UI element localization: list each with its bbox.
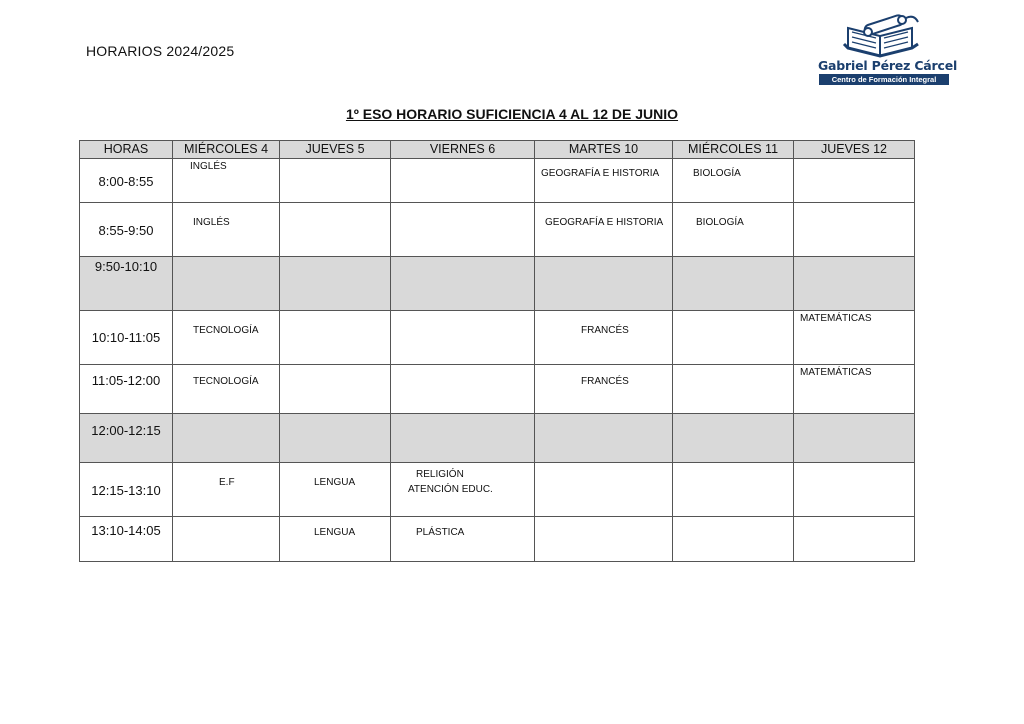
subject-label: LENGUA [314,527,356,538]
table-cell [391,257,535,311]
hour-label: 8:00-8:55 [98,174,154,189]
table-cell [391,311,535,365]
table-cell [673,414,794,463]
column-header-jueves-5: JUEVES 5 [280,141,391,159]
table-row [80,365,915,414]
table-cell [173,257,280,311]
hour-label: 12:15-13:10 [91,483,161,498]
table-cell [673,463,794,517]
table-row [80,257,915,311]
hour-cell [80,414,173,463]
subject-label: BIOLOGÍA [696,217,744,228]
table-cell [535,517,673,562]
table-cell [535,311,673,365]
table-cell [535,203,673,257]
table-cell [794,311,915,365]
table-cell [280,414,391,463]
table-cell [391,463,535,517]
table-cell [794,414,915,463]
table-row [80,203,915,257]
schedule-title: 1º ESO HORARIO SUFICIENCIA 4 AL 12 DE JUNIO [345,106,679,122]
hour-cell [80,257,173,311]
table-cell [173,203,280,257]
hour-cell [80,159,173,203]
subject-label: MATEMÁTICAS [800,313,872,324]
column-header-miercoles-11: MIÉRCOLES 11 [673,141,794,159]
hour-label: 10:10-11:05 [91,330,161,345]
hour-label: 12:00-12:15 [91,423,161,438]
logo-name: Gabriel Pérez Cárcel [818,58,958,73]
table-cell [391,159,535,203]
schedule-table [79,140,915,562]
table-cell [673,517,794,562]
table-row [80,414,915,463]
logo-subtitle: Centro de Formación Integral [819,74,949,85]
subject-label: TECNOLOGÍA [193,376,259,387]
subject-label: PLÁSTICA [416,527,465,538]
table-cell [535,463,673,517]
table-row [80,311,915,365]
subject-label: BIOLOGÍA [693,168,741,179]
column-header-miercoles-4: MIÉRCOLES 4 [173,141,280,159]
subject-label: INGLÉS [190,161,227,172]
column-header-martes-10: MARTES 10 [535,141,673,159]
table-cell [280,203,391,257]
table-cell [673,257,794,311]
table-cell [391,414,535,463]
subject-label: TECNOLOGÍA [193,325,259,336]
subject-label: INGLÉS [193,217,230,228]
subject-label: GEOGRAFÍA E HISTORIA [541,168,660,179]
table-row [80,517,915,562]
header-row [80,141,915,159]
table-cell [794,257,915,311]
subject-label: E.F [219,477,235,488]
hour-label: 11:05-12:00 [91,373,161,388]
table-cell [794,203,915,257]
column-header-jueves-12: JUEVES 12 [794,141,915,159]
table-cell [673,159,794,203]
table-cell [173,517,280,562]
subject-label: FRANCÉS [581,325,629,336]
table-cell [673,311,794,365]
table-cell [794,159,915,203]
table-cell [280,311,391,365]
column-header-horas: HORAS [80,141,173,159]
table-cell [280,517,391,562]
subject-label: MATEMÁTICAS [800,367,872,378]
table-cell [535,159,673,203]
table-cell [794,463,915,517]
hour-cell [80,311,173,365]
hour-cell [80,517,173,562]
hour-label: 9:50-10:10 [94,259,158,274]
table-cell [391,517,535,562]
table-cell [173,159,280,203]
book-scroll-icon [842,14,926,58]
table-cell [535,257,673,311]
table-cell [173,414,280,463]
subject-label: RELIGIÓN [416,469,464,480]
hour-cell [80,365,173,414]
table-cell [673,365,794,414]
table-cell [535,414,673,463]
document-header: HORARIOS 2024/2025 [86,43,235,59]
table-cell [280,463,391,517]
subject-label: GEOGRAFÍA E HISTORIA [545,217,664,228]
subject-label: FRANCÉS [581,376,629,387]
hour-label: 8:55-9:50 [98,223,154,238]
table-cell [173,365,280,414]
table-row [80,159,915,203]
table-cell [391,203,535,257]
table-cell [173,311,280,365]
table-cell [535,365,673,414]
table-cell [391,365,535,414]
table-cell [280,159,391,203]
table-cell [280,257,391,311]
table-cell [173,463,280,517]
column-header-viernes-6: VIERNES 6 [391,141,535,159]
hour-cell [80,203,173,257]
table-cell [794,365,915,414]
subject-label: LENGUA [314,477,356,488]
hour-label: 13:10-14:05 [91,523,161,538]
school-logo [818,14,958,86]
table-cell [280,365,391,414]
hour-cell [80,463,173,517]
table-cell [794,517,915,562]
table-cell [673,203,794,257]
subject-label-secondary: ATENCIÓN EDUC. [408,484,493,495]
table-row [80,463,915,517]
